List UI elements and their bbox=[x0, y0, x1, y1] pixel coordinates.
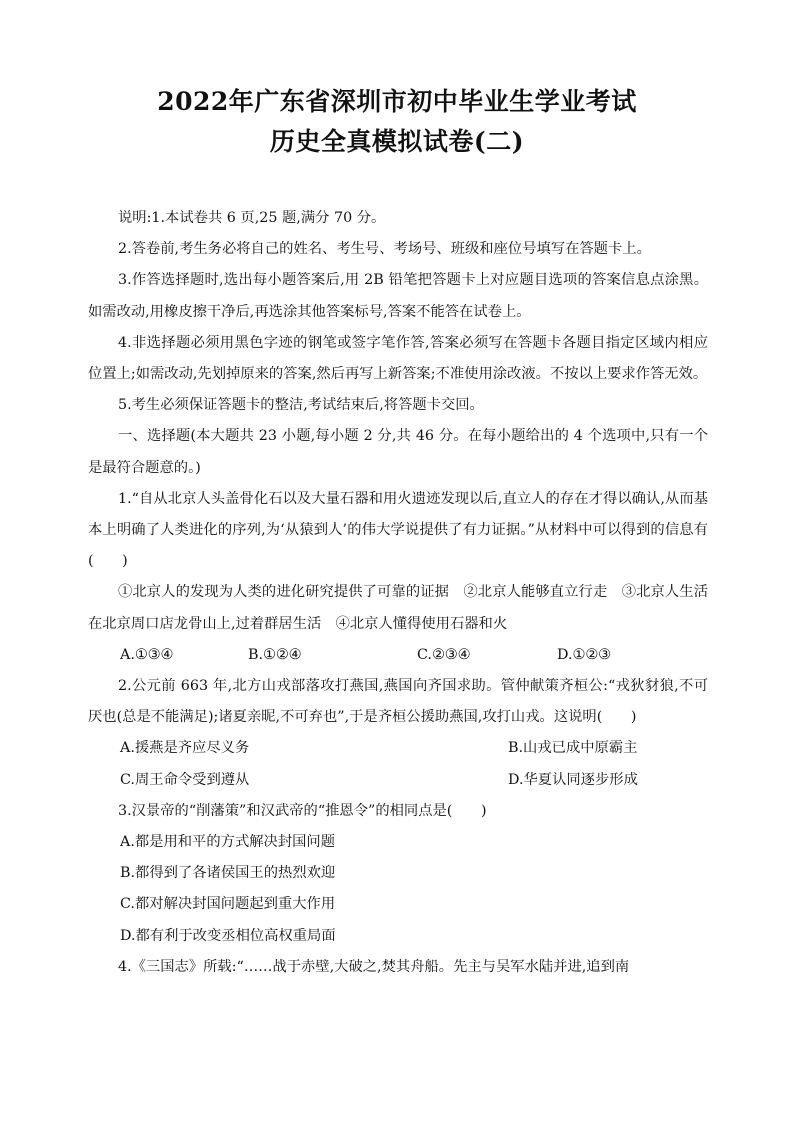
instruction-2: 2.答卷前,考生务必将自己的姓名、考生号、考场号、班级和座位号填写在答题卡上。 bbox=[118, 241, 651, 258]
option-a: A.援燕是齐应尽义务 bbox=[120, 740, 250, 757]
option-a: A.①③④ bbox=[120, 646, 174, 663]
option-c: C.周王命令受到遵从 bbox=[120, 771, 250, 788]
exam-title: 2022年广东省深圳市初中毕业生学业考试 bbox=[157, 87, 637, 116]
option-d: D.都有利于改变丞相位高权重局面 bbox=[120, 927, 336, 944]
option-b: B.都得到了各诸侯国王的热烈欢迎 bbox=[120, 865, 336, 882]
option-a: A.都是用和平的方式解决封国问题 bbox=[120, 834, 336, 851]
question-2-options-row2 bbox=[88, 765, 708, 796]
question-4-stem: 4.《三国志》所载:“……战于赤壁,大破之,焚其舟船。先主与吴军水陆并进,追到南 bbox=[118, 958, 630, 975]
instruction-1: 说明:1.本试卷共 6 页,25 题,满分 70 分。 bbox=[118, 210, 386, 226]
option-c: C.都对解决封国问题起到重大作用 bbox=[120, 896, 336, 913]
question-1-stem: 1.“自从北京人头盖骨化石以及大量石器和用火遗迹发现以后,直立人的存在才得以确认,从而基本上明确了人类进化的序列,为‘从猿到人’的伟大学说提供了有力证据。”从材料中可以得到的信息有( ) bbox=[88, 490, 708, 570]
question-3-stem: 3.汉景帝的“削藩策”和汉武帝的“推恩令”的相同点是( ) bbox=[118, 802, 487, 819]
question-2-options-row1 bbox=[88, 733, 708, 764]
option-d: D.华夏认同逐步形成 bbox=[508, 771, 638, 788]
instruction-4: 4.非选择题必须用黑色字迹的钢笔或签字笔作答,答案必须写在答题卡各题目指定区域内相应位置上;如需改动,先划掉原来的答案,然后再写上新答案;不准使用涂改液。不按以上要求作答无效。 bbox=[88, 334, 708, 383]
exam-subtitle: 历史全真模拟试卷(二) bbox=[269, 127, 525, 156]
option-b: B.①②④ bbox=[248, 646, 302, 663]
instruction-3: 3.作答选择题时,选出每小题答案后,用 2B 铅笔把答题卡上对应题目选项的答案信息点涂黑。如需改动,用橡皮擦干净后,再选涂其他答案标号,答案不能答在试卷上。 bbox=[88, 272, 708, 320]
question-2-stem: 2.公元前 663 年,北方山戎部落攻打燕国,燕国向齐国求助。管仲献策齐桓公:“戎狄豺狼,不可厌也(总是不能满足);诸夏亲昵,不可弃也”,于是齐桓公援助燕国,攻打山戎。这说明( ) bbox=[88, 678, 708, 726]
exam-body bbox=[88, 203, 708, 983]
question-1-options bbox=[88, 640, 708, 671]
option-c: C.②③④ bbox=[417, 646, 471, 663]
option-d: D.①②③ bbox=[557, 646, 611, 663]
option-b: B.山戎已成中原霸主 bbox=[508, 740, 638, 757]
section-heading: 一、选择题(本大题共 23 小题,每小题 2 分,共 46 分。在每小题给出的 4 个选项中,只有一个是最符合题意的。) bbox=[88, 428, 708, 476]
instruction-5: 5.考生必须保证答题卡的整洁,考试结束后,将答题卡交回。 bbox=[118, 397, 484, 414]
question-1-statements: ①北京人的发现为人类的进化研究提供了可靠的证据 ②北京人能够直立行走 ③北京人生活在北京周口店龙骨山上,过着群居生活 ④北京人懂得使用石器和火 bbox=[88, 584, 708, 632]
